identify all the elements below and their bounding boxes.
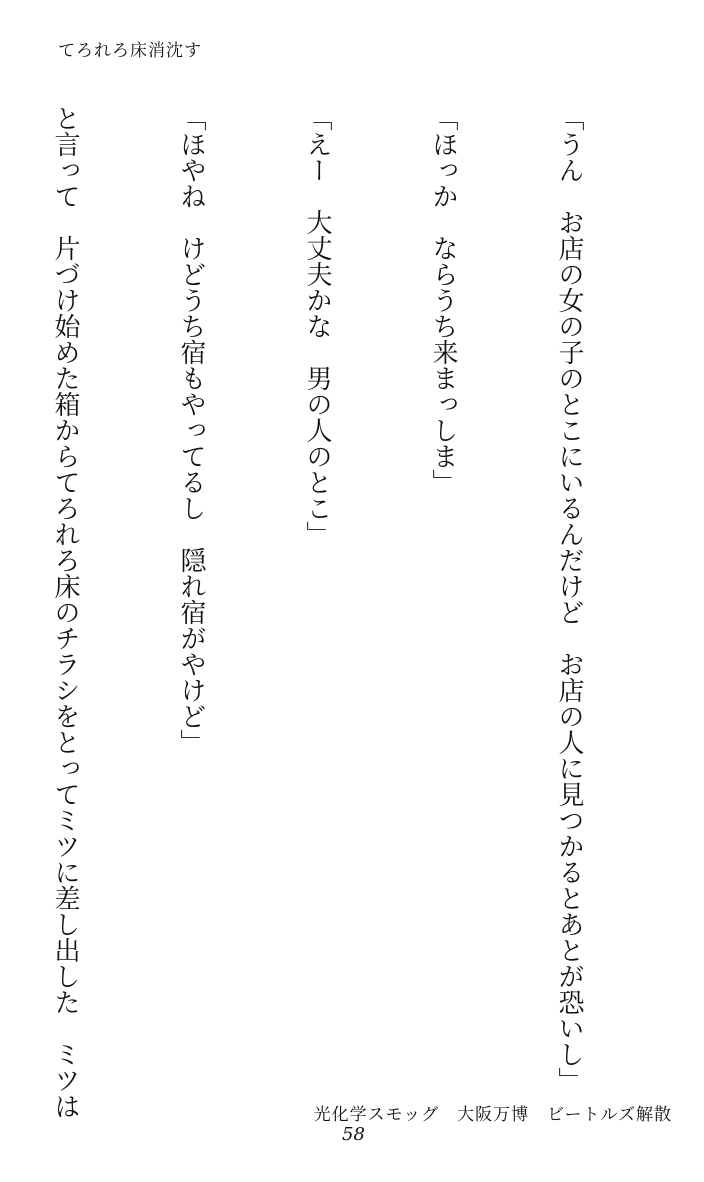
text-line: と言って 片づけ始めた箱からてろれろ床のチラシをとってミツに差し出した ミツは xyxy=(50,105,80,1119)
text-line: 「えー 大丈夫かな 男の人のとこ」 xyxy=(302,105,332,547)
text-line: 「ほっか ならうち来まっしま」 xyxy=(428,105,458,495)
running-header: てろれろ床消沈す xyxy=(58,41,202,61)
text-line: 「うん お店の女の子のとこにいるんだけど お店の人に見つかるとあとが恐いし」 xyxy=(554,105,584,1093)
page-number: 58 xyxy=(342,1124,365,1145)
footer-book-title: 光化学スモッグ 大阪万博 ビートルズ解散 xyxy=(313,1105,672,1125)
text-line: 「ほやね けどうち宿もやってるし 隠れ宿がやけど」 xyxy=(176,105,206,755)
